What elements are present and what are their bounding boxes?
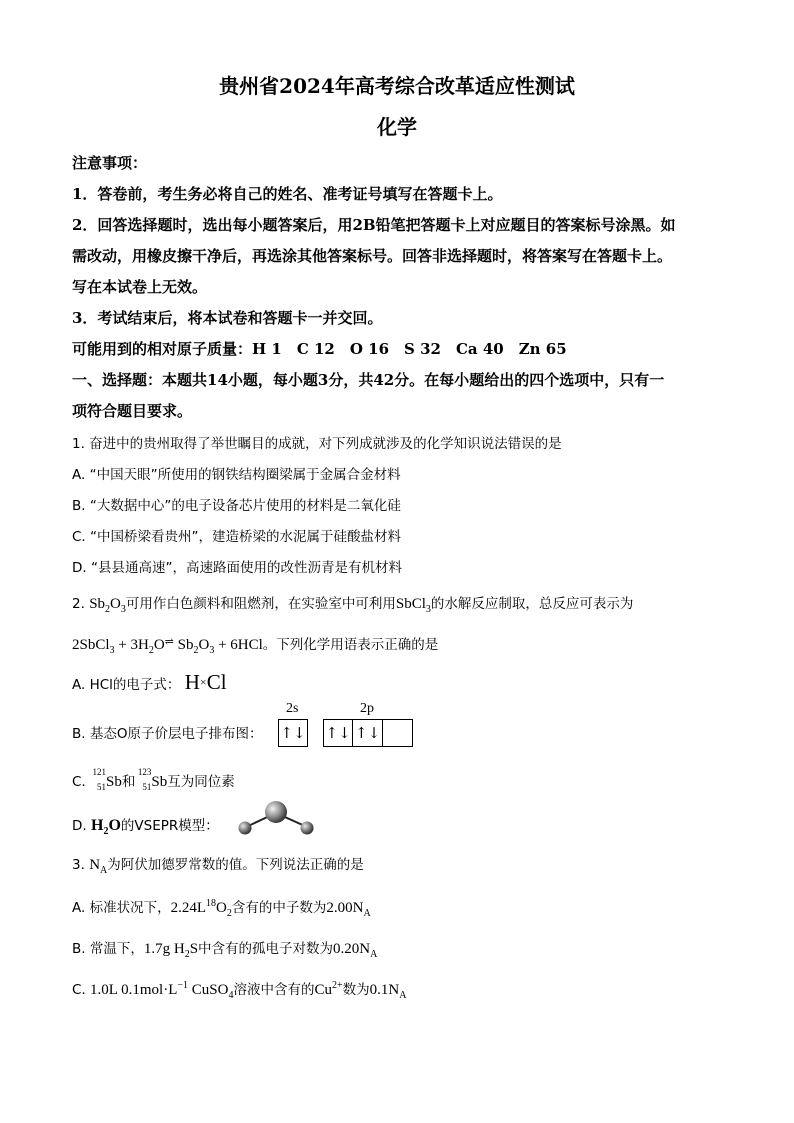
formula-h2o: $H_2O$ — [90, 817, 121, 838]
hydrogen-atom-sphere-right — [301, 822, 314, 835]
q2-c-mid: 和 — [121, 774, 136, 790]
q2-stem-part-a: 可用作白色颜料和阻燃剂，在实验室中可利用 — [125, 596, 396, 612]
q1-option-d: D. “县县通高速”，高速路面使用的改性沥青是有机材料 — [72, 560, 402, 576]
q2-option-c — [72, 767, 235, 792]
hcl-electron-formula: H×Cl — [184, 670, 227, 694]
q3-stem — [72, 853, 364, 876]
q3-a-value: $2.00N_A$ — [326, 900, 371, 919]
q2-d-label: D. — [72, 818, 87, 834]
vsepr-model-image — [236, 798, 320, 840]
orbital-box-2p-1: ↑↓ — [323, 719, 353, 747]
orbital-label-2p: 2p — [360, 701, 374, 716]
reaction-equation: 2SbCl$_3$ + $3H_2O^\rightleftharpoons$ $Sb_2O_3 + 6HCl$ — [72, 636, 263, 656]
note-item-1: 1．答卷前，考生务必将自己的姓名、准考证号填写在答题卡上。 — [72, 185, 503, 203]
oxygen-atom-sphere — [265, 801, 287, 823]
q3-stem-text: 为阿伏加德罗常数的值。下列说法正确的是 — [107, 857, 364, 873]
q3-c-label: C. — [72, 982, 86, 998]
symbol-na: $N_A$ — [89, 857, 108, 876]
q2-a-label: A. — [72, 677, 86, 693]
notes-heading: 注意事项： — [72, 154, 148, 172]
q3-c-mid: 溶液中含有的 — [233, 982, 315, 998]
q2-stem — [72, 592, 633, 615]
q3-a-text: A. 标准状况下， — [72, 900, 171, 916]
q2-number: 2. — [72, 596, 85, 612]
section-1-heading-line-1: 一、选择题：本题共14小题，每小题3分，共42分。在每小题给出的四个选项中，只有一 — [72, 371, 665, 389]
formula-sb2o3: $Sb_2O_3$ — [89, 596, 126, 615]
q2-option-d — [72, 814, 219, 837]
q3-c-tail: 数为 — [342, 982, 370, 998]
q3-a-quantity: $2.24L^{18}O_2$ — [170, 898, 232, 919]
q3-a-mid: 含有的中子数为 — [231, 900, 327, 916]
hydrogen-atom-sphere-left — [239, 822, 252, 835]
q1-option-a: A. “中国天眼”所使用的钢铁结构圈梁属于金属合金材料 — [72, 467, 401, 483]
q2-stem-part-b: 的水解反应制取，总反应可表示为 — [430, 596, 634, 612]
atomic-masses: 可能用到的相对原子质量：H 1 C 12 O 16 S 32 Ca 40 Zn 65 — [72, 340, 567, 358]
formula-sbcl3: SbCl$_3$ — [395, 596, 431, 615]
subject-title: 化学 — [377, 115, 417, 139]
note-item-2-line-1: 2．回答选择题时，选出每小题答案后，用2B铅笔把答题卡上对应题目的答案标号涂黑。如 — [72, 216, 676, 234]
q3-b-quantity: 1.7g $H_2S$ — [143, 941, 199, 960]
note-item-2-line-2: 需改动，用橡皮擦干净后，再选涂其他答案标号。回答非选择题时，将答案写在答题卡上。 — [72, 247, 673, 265]
orbital-box-2p-3 — [383, 719, 413, 747]
q3-option-b — [72, 937, 377, 960]
q2-a-text: HCl的电子式： — [89, 677, 181, 693]
note-item-2-line-3: 写在本试卷上无效。 — [72, 278, 208, 296]
q3-b-text: B. 常温下， — [72, 941, 144, 957]
nuclide-sb-121: 121 51 Sb — [92, 767, 122, 792]
q2-c-label: C. — [72, 774, 86, 790]
section-1-heading-line-2: 项符合题目要求。 — [72, 402, 193, 420]
q3-c-quantity: 1.0L $0.1mol\cdot L^{-1}$ CuSO$_4$ — [90, 980, 234, 1001]
q2-b-text: B. 基态O原子价层电子排布图： — [72, 726, 263, 742]
q3-number: 3. — [72, 857, 85, 873]
exam-title: 贵州省2024年高考综合改革适应性测试 — [219, 74, 575, 98]
q3-option-a — [72, 896, 371, 919]
q2-c-tail: 互为同位素 — [167, 774, 235, 790]
orbital-diagram — [278, 719, 413, 747]
note-item-3: 3．考试结束后，将本试卷和答题卡一并交回。 — [72, 309, 383, 327]
orbital-box-2s: ↑↓ — [278, 719, 308, 747]
q2-equation-line — [72, 633, 438, 656]
nuclide-sb-123: 123 51 Sb — [137, 767, 168, 792]
q3-b-mid: 中含有的孤电子对数为 — [198, 941, 334, 957]
q3-option-c — [72, 978, 406, 1001]
q2-d-tail: 的VSEPR模型： — [120, 818, 219, 834]
q2-equation-tail: 。下列化学用语表示正确的是 — [262, 637, 439, 653]
q3-b-value: $0.20N_A$ — [333, 941, 378, 960]
q3-c-value: $0.1N_A$ — [369, 982, 407, 1001]
q2-option-a — [72, 670, 227, 695]
q1-option-b: B. “大数据中心”的电子设备芯片使用的材料是二氧化硅 — [72, 498, 401, 514]
q1-option-c: C. “中国桥梁看贵州”，建造桥梁的水泥属于硅酸盐材料 — [72, 529, 401, 545]
orbital-label-2s: 2s — [286, 701, 299, 716]
q1-stem: 1. 奋进中的贵州取得了举世瞩目的成就，对下列成就涉及的化学知识说法错误的是 — [72, 436, 562, 452]
q2-option-b — [72, 722, 262, 742]
orbital-box-2p-2: ↑↓ — [353, 719, 383, 747]
q3-c-ion: $Cu^{2+}$ — [314, 980, 343, 998]
